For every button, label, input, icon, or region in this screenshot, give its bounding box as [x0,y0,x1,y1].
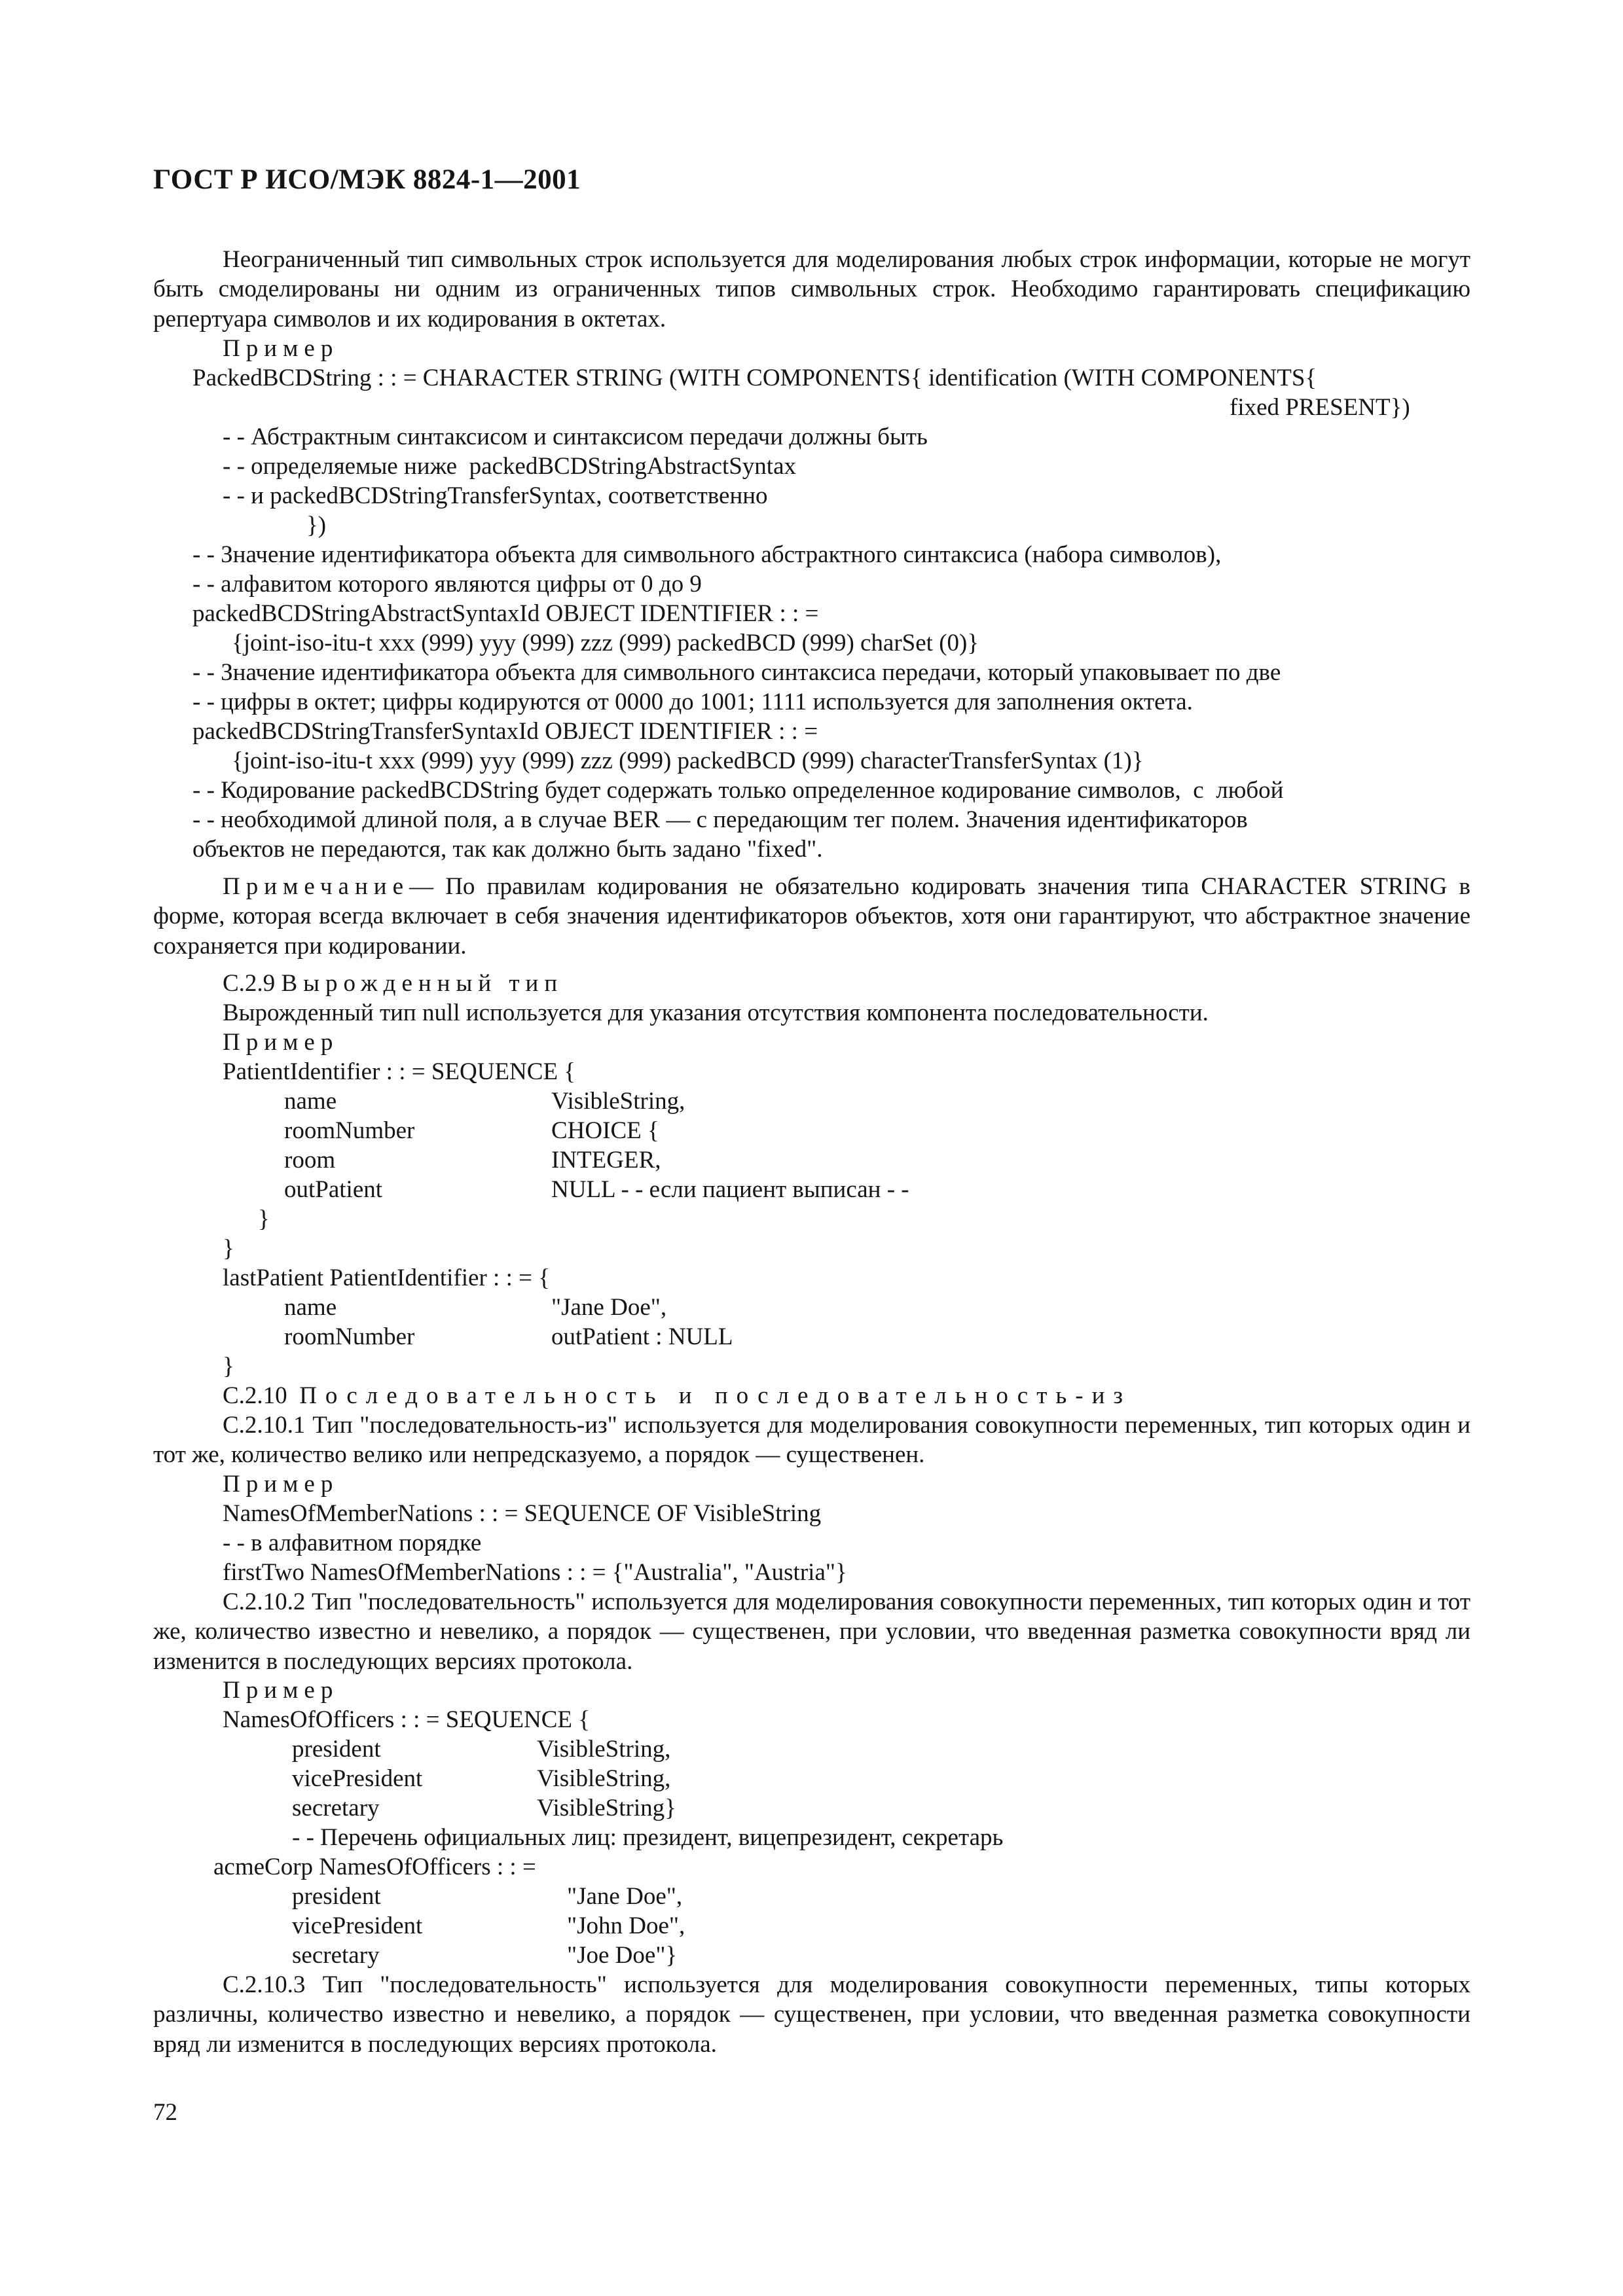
code-field-name: vicePresident [292,1765,423,1792]
code-field-name: vicePresident [292,1912,423,1939]
code-field-name: name [284,1294,337,1321]
code-line: {joint-iso-itu-t xxx (999) yyy (999) zzz (999) packedBCD (999) charSet (0)} [232,630,979,656]
code-line: packedBCDStringTransferSyntaxId OBJECT IDENTIFIER : : = [192,718,818,745]
note-paragraph [153,872,1470,961]
code-line: } [223,1353,234,1380]
note-label: Примечание [223,873,409,900]
paragraph-c2103: С.2.10.3 Тип "последовательность" используется для моделирования совокупности переменных, типы которых различны, количество известно и невелико, а порядок — существенен, при условии, что введенная разметка совокупности вряд ли изменится в последующих версиях протокола. [153,1971,1470,2058]
code-field-type: "Jane Doe", [551,1294,667,1321]
code-line: }) [306,512,327,539]
section-heading-c29 [223,969,563,998]
code-field-type: outPatient : NULL [551,1323,733,1350]
code-field-type: "Joe Doe"} [567,1942,678,1969]
code-line: - - Абстрактным синтаксисом и синтаксисом передачи должны быть [223,423,928,450]
code-line: объектов не передаются, так как должно быть задано "fixed". [192,836,823,863]
code-field-type: CHOICE { [551,1117,659,1144]
code-field-name: president [292,1883,381,1910]
code-line: acmeCorp NamesOfOfficers : : = [213,1854,536,1880]
code-field-name: secretary [292,1942,380,1969]
code-line: - - в алфавитном порядке [223,1530,482,1556]
code-field-name: roomNumber [284,1117,415,1144]
code-field-type: NULL - - если пациент выписан - - [551,1176,909,1203]
example-label: Пример [223,1677,339,1704]
section-title: Последовательность и последовательность-из [299,1382,1132,1409]
code-line: - - цифры в октет; цифры кодируются от 0000 до 1001; 1111 используется для заполнения октета. [192,689,1193,715]
code-line: {joint-iso-itu-t xxx (999) yyy (999) zzz (999) packedBCD (999) characterTransferSyntax (1)} [232,747,1144,774]
code-line: - - Кодирование packedBCDString будет содержать только определенное кодирование символов, с любой [192,777,1284,804]
page-number: 72 [153,2099,177,2126]
code-field-type: VisibleString} [537,1795,676,1821]
code-field-type: "Jane Doe", [567,1883,683,1910]
code-line: - - Значение идентификатора объекта для символьного синтаксиса передачи, который упаковывает по две [192,659,1281,686]
section-heading-c210 [223,1381,1131,1410]
section-title: Вырожденный тип [281,970,564,997]
code-line: packedBCDStringAbstractSyntaxId OBJECT IDENTIFIER : : = [192,600,819,627]
code-line: - - необходимой длиной поля, а в случае BER — с передающим тег полем. Значения идентификаторов [192,806,1248,833]
section-number: С.2.10 [223,1382,287,1409]
code-field-type: VisibleString, [537,1765,671,1792]
code-field-name: name [284,1088,337,1115]
code-field-name: roomNumber [284,1323,415,1350]
code-line: NamesOfOfficers : : = SEQUENCE { [223,1706,590,1733]
section-text: Вырожденный тип null используется для указания отсутствия компонента последовательности. [223,999,1209,1026]
code-line: firstTwo NamesOfMemberNations : : = {"Australia", "Austria"} [223,1559,847,1586]
code-field-name: secretary [292,1795,380,1821]
paragraph-c2101: С.2.10.1 Тип "последовательность-из" используется для моделирования совокупности переменных, тип которых один и тот же, количество велико или непредсказуемо, а порядок — существенен. [153,1412,1470,1469]
code-field-type: "John Doe", [567,1912,685,1939]
example-label: Пример [223,1471,339,1498]
code-line: - - и packedBCDStringTransferSyntax, соответственно [223,482,768,509]
code-field-name: president [292,1736,381,1763]
paragraph-c2102: С.2.10.2 Тип "последовательность" используется для моделирования совокупности переменных, тип которых один и тот же, количество известно и невелико, а порядок — существенен, при условии, что введенная разметка совокупности вряд ли изменится в последующих версиях протокола. [153,1588,1470,1675]
code-field-name: outPatient [284,1176,383,1203]
code-line: fixed PRESENT}) [1230,394,1410,421]
document-header: ГОСТ Р ИСО/МЭК 8824-1—2001 [153,164,581,195]
code-field-name: room [284,1147,336,1174]
code-field-type: VisibleString, [537,1736,671,1763]
code-line: - - алфавитом которого являются цифры от 0 до 9 [192,571,702,598]
code-line: PackedBCDString : : = CHARACTER STRING (WITH COMPONENTS{ identification (WITH COMPONENTS{ [192,365,1317,391]
code-line: lastPatient PatientIdentifier : : = { [223,1265,550,1291]
code-line: - - Значение идентификатора объекта для символьного абстрактного синтаксиса (набора символов), [192,541,1222,568]
code-line: } [258,1206,270,1232]
section-number: С.2.9 [223,970,276,997]
code-field-type: INTEGER, [551,1147,661,1174]
code-line: - - Перечень официальных лиц: президент, вицепрезидент, секретарь [292,1824,1004,1851]
note-text: — По правилам кодирования не обязательно кодировать значения типа CHARACTER STRING в форме, которая всегда включает в себя значения идентификаторов объектов, хотя они гарантируют, что абстрактное значение сохраняется при кодировании. [153,873,1470,960]
paragraph-unrestricted-string: Неограниченный тип символьных строк используется для моделирования любых строк информации, которые не могут быть смоделированы ни одним из ограниченных типов символьных строк. Необходимо гарантировать спецификацию репертуара символов и их кодирования в октетах. [153,246,1470,332]
example-label: Пример [223,1029,339,1056]
code-line: - - определяемые ниже packedBCDStringAbstractSyntax [223,453,797,480]
example-label: Пример [223,335,339,362]
code-field-type: VisibleString, [551,1088,685,1115]
code-line: PatientIdentifier : : = SEQUENCE { [223,1058,576,1085]
code-line: NamesOfMemberNations : : = SEQUENCE OF VisibleString [223,1500,822,1527]
code-line: } [223,1235,234,1262]
